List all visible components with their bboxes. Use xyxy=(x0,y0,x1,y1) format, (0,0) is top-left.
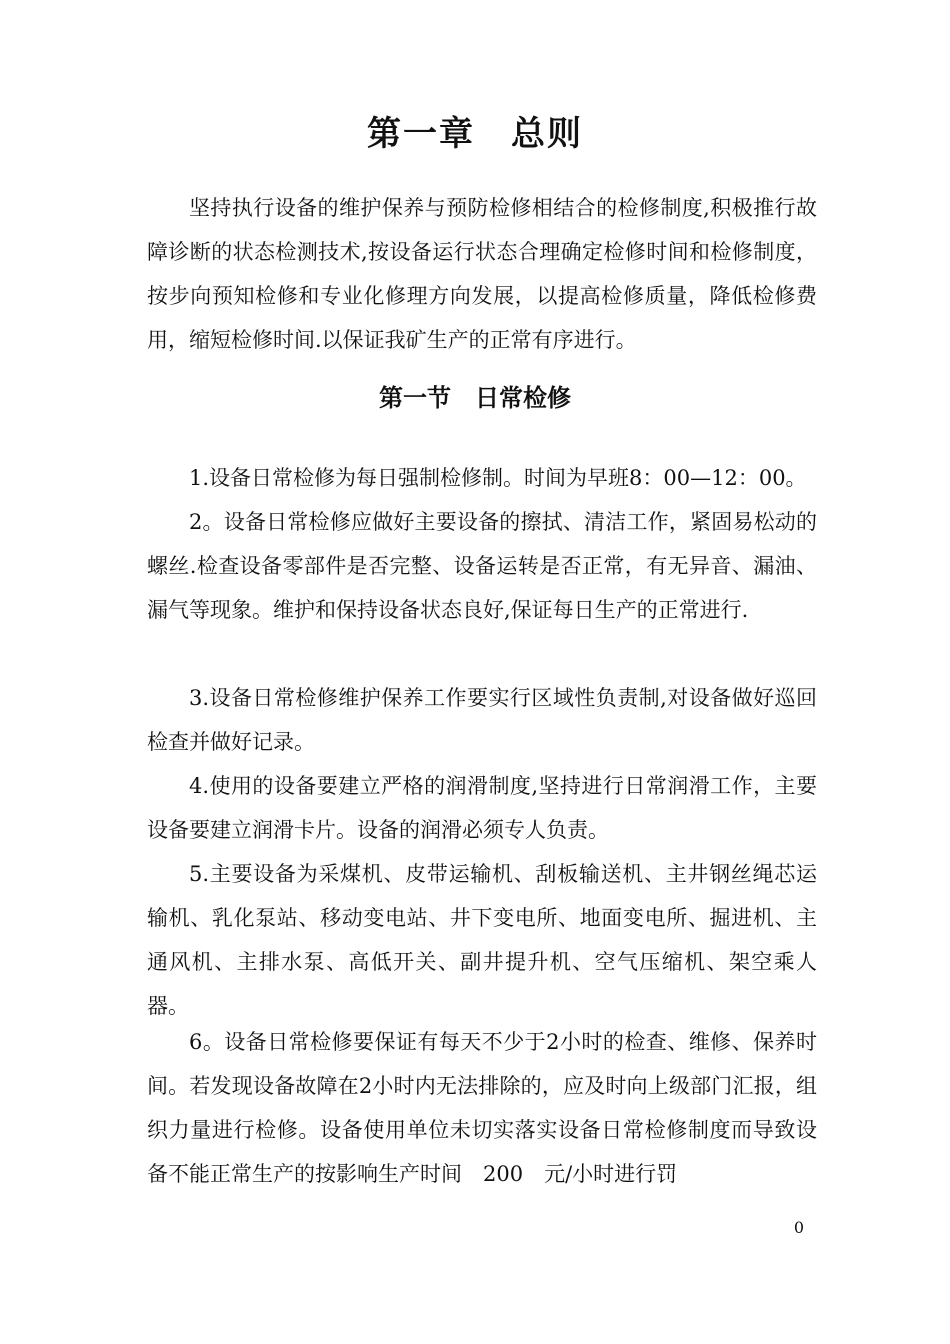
section-title: 第一节 日常检修 xyxy=(379,383,571,412)
rule-item-6: 6。设备日常检修要保证有每天不少于2小时的检查、维修、保养时间。若发现设备故障在2小时内无法排除的，应及时向上级部门汇报，组织力量进行检修。设备使用单位未切实落实设备日常检修制度而导致设备不能正常生产的按影响生产时间 200 元/小时进行罚 xyxy=(147,1030,817,1186)
rule-item-5: 5.主要设备为采煤机、皮带运输机、刮板输送机、主井钢丝绳芯运输机、乳化泵站、移动变电站、井下变电所、地面变电所、掘进机、主通风机、主排水泵、高低开关、副井提升机、空气压缩机、架空乘人器。 xyxy=(147,862,817,1018)
rule-item-3: 3.设备日常检修维护保养工作要实行区域性负责制,对设备做好巡回检查并做好记录。 xyxy=(147,686,817,754)
intro-paragraph: 坚持执行设备的维护保养与预防检修相结合的检修制度,积极推行故障诊断的状态检测技术,按设备运行状态合理确定检修时间和检修制度，按步向预知检修和专业化修理方向发展，以提高检修质量，降低检修费用，缩短检修时间.以保证我矿生产的正常有序进行。 xyxy=(147,196,817,352)
page-number: 0 xyxy=(793,1218,804,1237)
chapter-title: 第一章 总则 xyxy=(367,114,583,154)
rule-item-4: 4.使用的设备要建立严格的润滑制度,坚持进行日常润滑工作，主要设备要建立润滑卡片。设备的润滑必须专人负责。 xyxy=(147,774,817,842)
rule-item-1: 1.设备日常检修为每日强制检修制。时间为早班8：00—12：00。 xyxy=(189,466,807,490)
rule-item-2: 2。设备日常检修应做好主要设备的擦拭、清洁工作，紧固易松动的螺丝.检查设备零部件是否完整、设备运转是否正常，有无异音、漏油、漏气等现象。维护和保持设备状态良好,保证每日生产的正常进行. xyxy=(147,510,817,622)
